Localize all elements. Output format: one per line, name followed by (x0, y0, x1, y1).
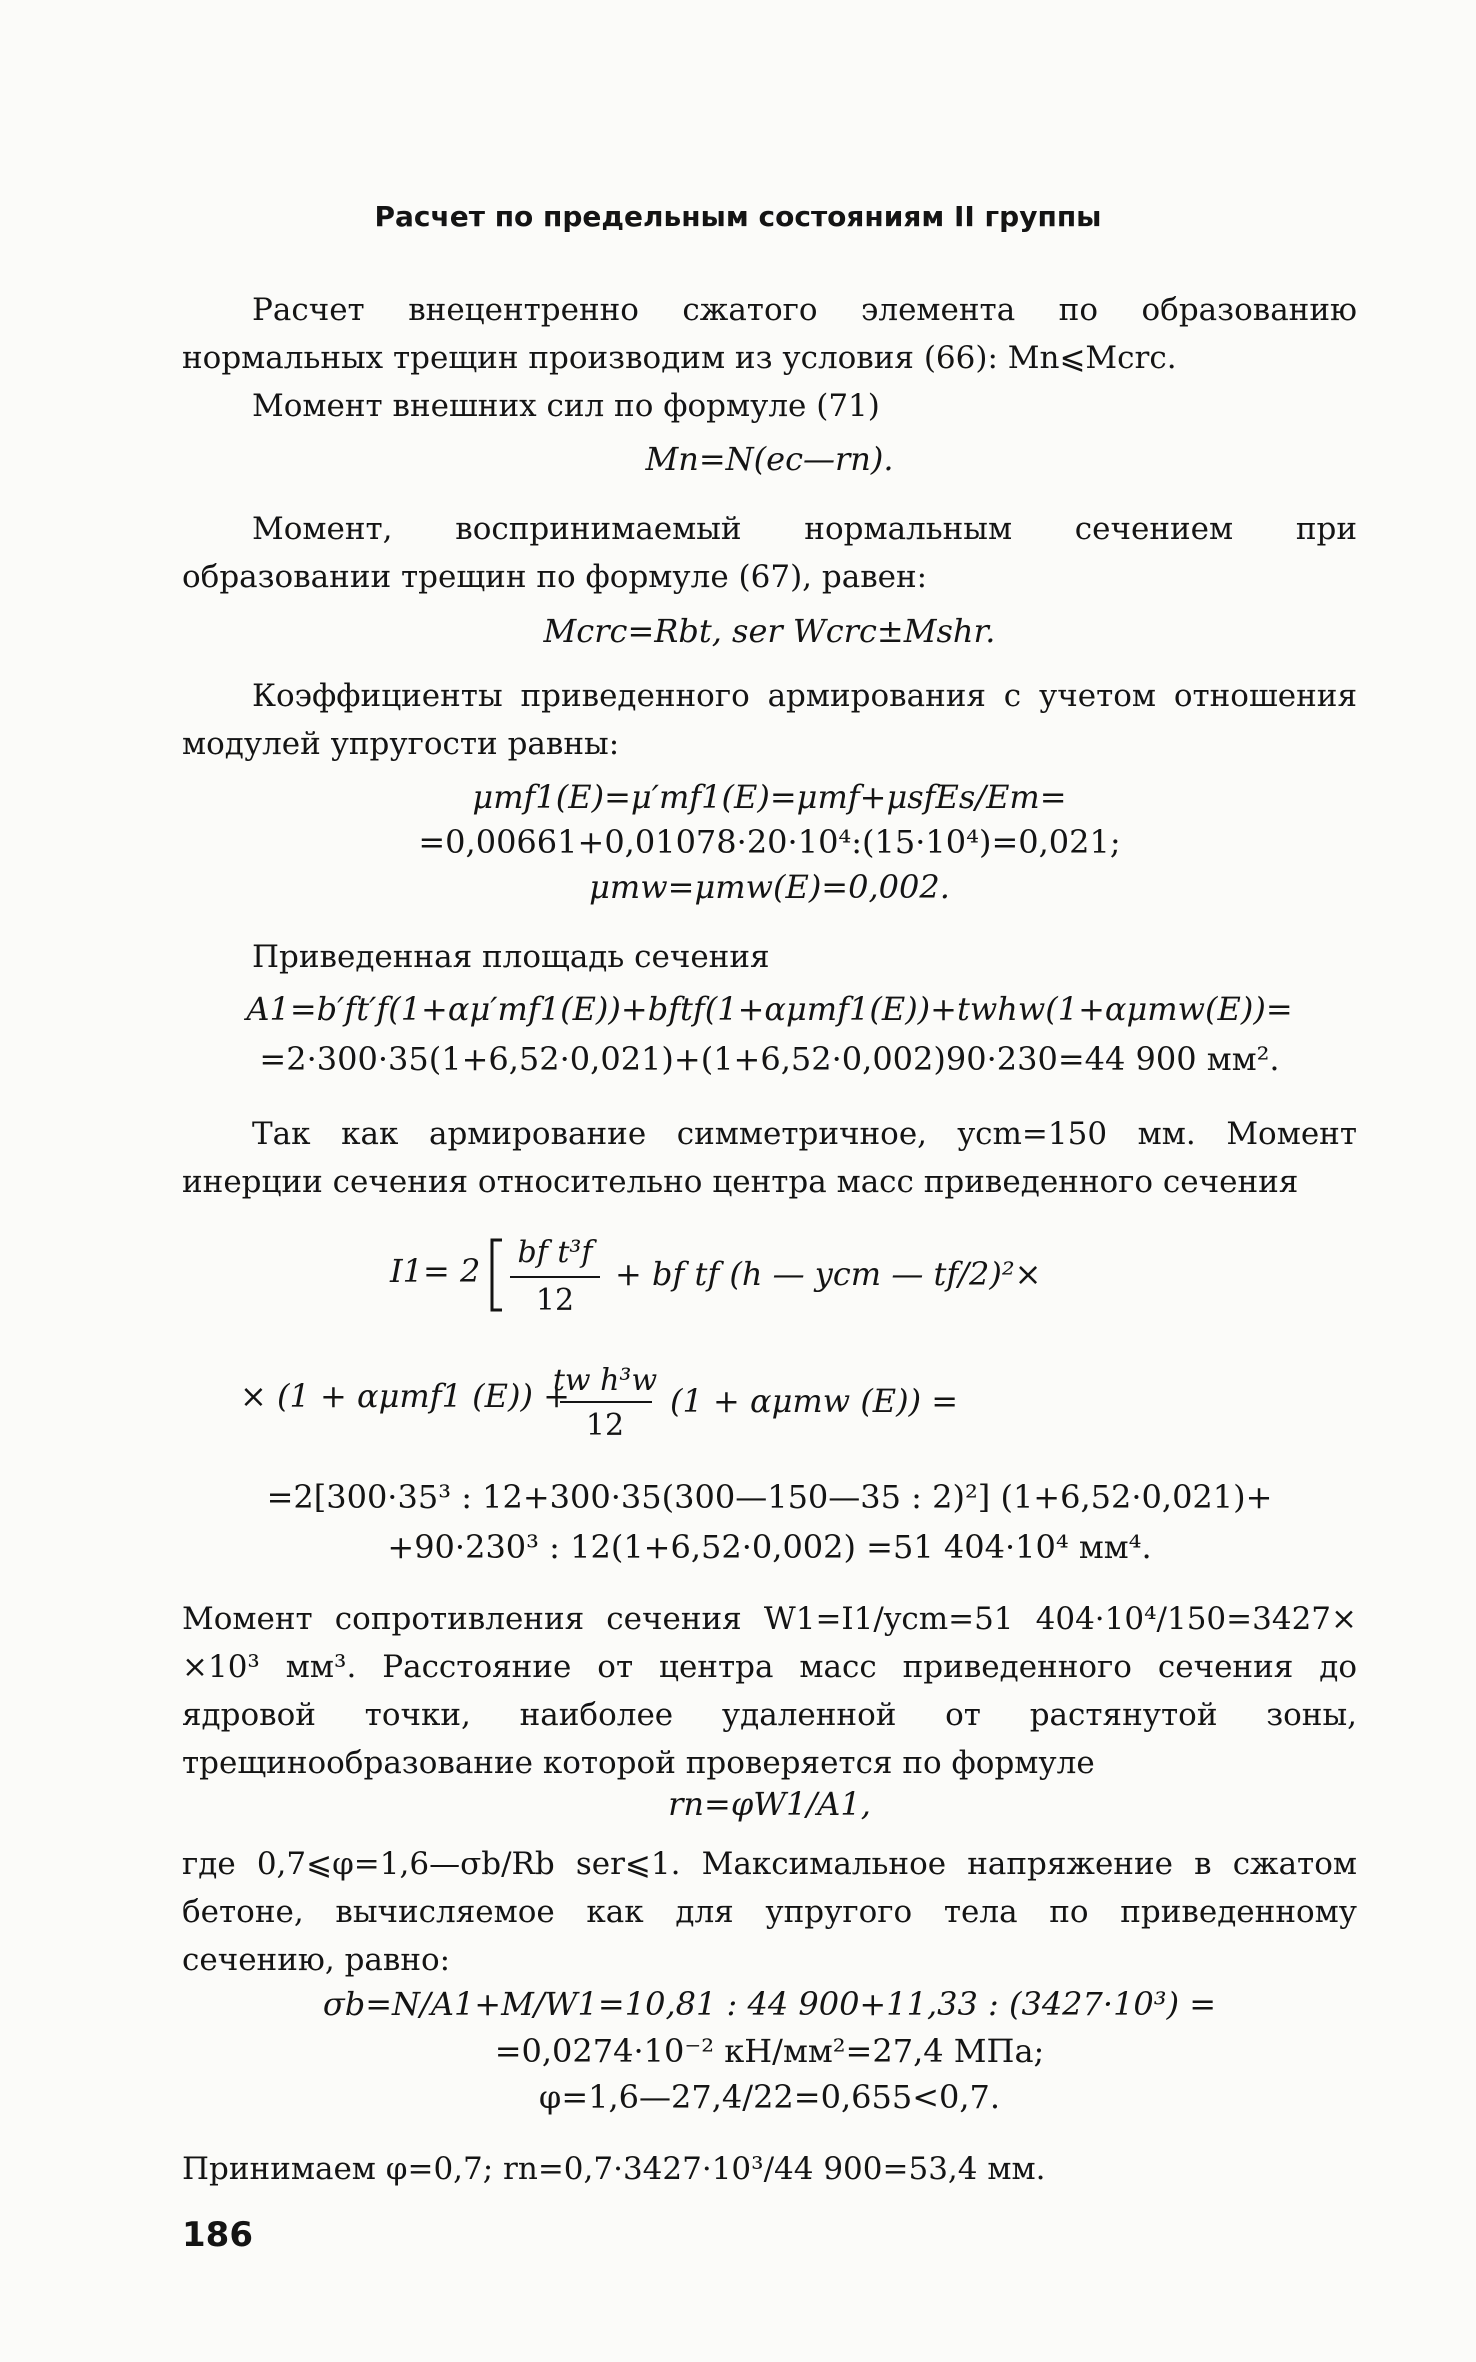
formula-mu-mf: μmf1(E)=μ′mf1(E)=μmf+μsfEs/Em= (472, 778, 1067, 816)
inertia-lhs: I1= 2 (390, 1252, 481, 1290)
paragraph-crack-condition: Расчет внецентренно сжатого элемента по образованию нормальных трещин производим из условия (66): Mn⩽Mcrc. (182, 292, 1357, 376)
paragraph-max-stress: где 0,7⩽φ=1,6—σb/Rb ser⩽1. Максимальное напряжение в сжатом бетоне, вычисляемое как для упругого тела по приведенному сечению, равно: (182, 1846, 1357, 1978)
formula-phi: φ=1,6—27,4/22=0,655<0,7. (538, 2078, 1001, 2116)
formula-inertia-i1 (240, 1222, 1290, 1452)
formula-mu-mf-value: =0,00661+0,01078·20·10⁴:(15·10⁴)=0,021; (418, 823, 1121, 861)
inertia-lhs-2: × (1 + αμmf1 (E)) + (240, 1377, 570, 1415)
inertia-rest-2: (1 + αμmw (E)) = (670, 1382, 959, 1420)
inertia-rest-1: + bf tf (h — ycm — tf/2)²× (615, 1255, 1042, 1293)
paragraph-moment-resisted: Момент, воспринимаемый нормальным сечением при образовании трещин по формуле (67), равен: (182, 511, 1357, 595)
formula-mu-mw: μmw=μmw(E)=0,002. (589, 868, 950, 906)
paragraph-accept-phi: Принимаем φ=0,7; rn=0,7·3427·10³/44 900=53,4 мм. (182, 2151, 1046, 2187)
section-heading: Расчет по предельным состояниям II группы (374, 200, 1102, 233)
formula-inertia-value-2: +90·230³ : 12(1+6,52·0,002) =51 404·10⁴ мм⁴. (387, 1528, 1152, 1566)
inertia-den-1: 12 (535, 1283, 575, 1318)
page-number: 186 (182, 2215, 253, 2255)
formula-mcrc: Mcrc=Rbt, ser Wcrc±Mshr. (543, 612, 996, 650)
paragraph-reduced-area: Приведенная площадь сечения (252, 939, 770, 975)
formula-area-a1: A1=b′ft′f(1+αμ′mf1(E))+bftf(1+αμmf1(E))+twhw(1+αμmw(E))= (246, 990, 1293, 1028)
inertia-den-2: 12 (585, 1408, 625, 1443)
paragraph-reinforcement-coefficients: Коэффициенты приведенного армирования с учетом отношения модулей упругости равны: (182, 678, 1357, 762)
inertia-num-1: bf t³f (517, 1235, 593, 1270)
formula-mn: Mn=N(ec—rn). (645, 440, 894, 478)
formula-sigma-b: σb=N/A1+M/W1=10,81 : 44 900+11,33 : (3427·10³) = (322, 1985, 1217, 2023)
formula-sigma-b-value: =0,0274·10⁻² кН/мм²=27,4 МПа; (494, 2032, 1045, 2070)
formula-rn: rn=φW1/A1, (668, 1785, 871, 1823)
paragraph-inertia-moment: Так как армирование симметричное, ycm=150 мм. Момент инерции сечения относительно центра масс приведенного сечения (182, 1116, 1357, 1200)
left-bracket (492, 1240, 502, 1310)
paragraph-external-moment: Момент внешних сил по формуле (71) (252, 388, 880, 424)
inertia-num-2: tw h³w (552, 1363, 658, 1398)
paragraph-section-modulus: Момент сопротивления сечения W1=I1/ycm=51 404·10⁴/150=3427× ×10³ мм³. Расстояние от центра масс приведенного сечения до ядровой точки, наиболее удаленной от растянутой зоны, трещинообразование которой проверяется по формуле (182, 1601, 1357, 1781)
formula-inertia-value-1: =2[300·35³ : 12+300·35(300—150—35 : 2)²] (1+6,52·0,021)+ (266, 1478, 1273, 1516)
formula-area-a1-value: =2·300·35(1+6,52·0,021)+(1+6,52·0,002)90·230=44 900 мм². (259, 1040, 1280, 1078)
